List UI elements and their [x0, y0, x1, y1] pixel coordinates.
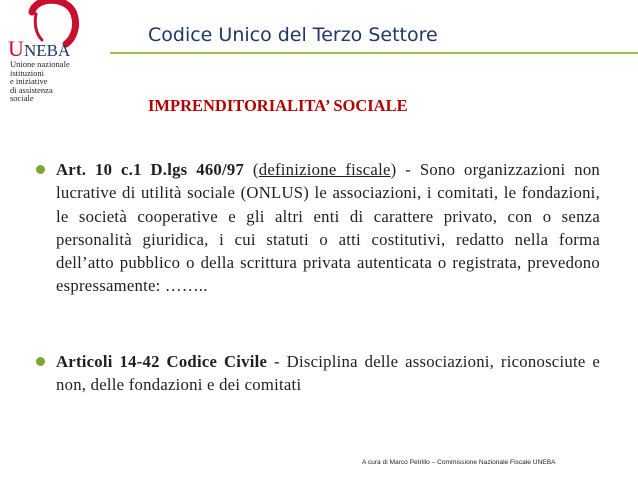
footer-credit: A cura di Marco Petrillo – Commissione Nazionale Fiscale UNEBA: [362, 459, 556, 466]
header-rule: [110, 52, 638, 54]
bullet-lead: Art. 10 c.1 D.lgs 460/97: [56, 160, 245, 179]
bullet-paragraph-articoli: [56, 350, 600, 397]
bullet-icon: [36, 357, 45, 366]
logo-line: istituzioni: [10, 67, 44, 78]
logo-line: e iniziative: [10, 76, 48, 87]
logo-swoosh-icon: [4, 0, 122, 60]
definizione-fiscale-link[interactable]: definizione fiscale: [258, 160, 391, 179]
logo-wordmark: NEBA: [24, 41, 71, 60]
section-title: IMPRENDITORIALITA’ SOCIALE: [148, 96, 408, 115]
bullet-body: - Disciplina delle associazioni, riconosciute e non, delle fondazioni e dei comitati: [56, 352, 600, 395]
bullet-paragraph-art10: [56, 158, 600, 298]
bullet-lead: Articoli 14-42 Codice Civile: [56, 352, 268, 371]
logo-line: sociale: [10, 93, 34, 104]
bullet-icon: [36, 165, 45, 174]
logo-line: Unione nazionale: [10, 59, 70, 69]
uneba-logo: [4, 0, 122, 112]
logo-line: di assistenza: [10, 84, 53, 95]
logo-mark: U: [8, 36, 24, 60]
logo-text: [10, 60, 70, 103]
bullet-paren-open: (: [244, 160, 259, 179]
header-title: Codice Unico del Terzo Settore: [148, 24, 438, 46]
bullet-body: ) - Sono organizzazioni non lucrative di utilità sociale (ONLUS) le associazioni, i comitati, le fondazioni, le società cooperative e gli altri enti di carattere privato, con o senza personalità giuridica, i cui statuti o atti costitutivi, redatto nella forma dell’atto pubblico o della scrittura privata autenticata o registrata, prevedono espressamente: ……..: [56, 160, 601, 296]
